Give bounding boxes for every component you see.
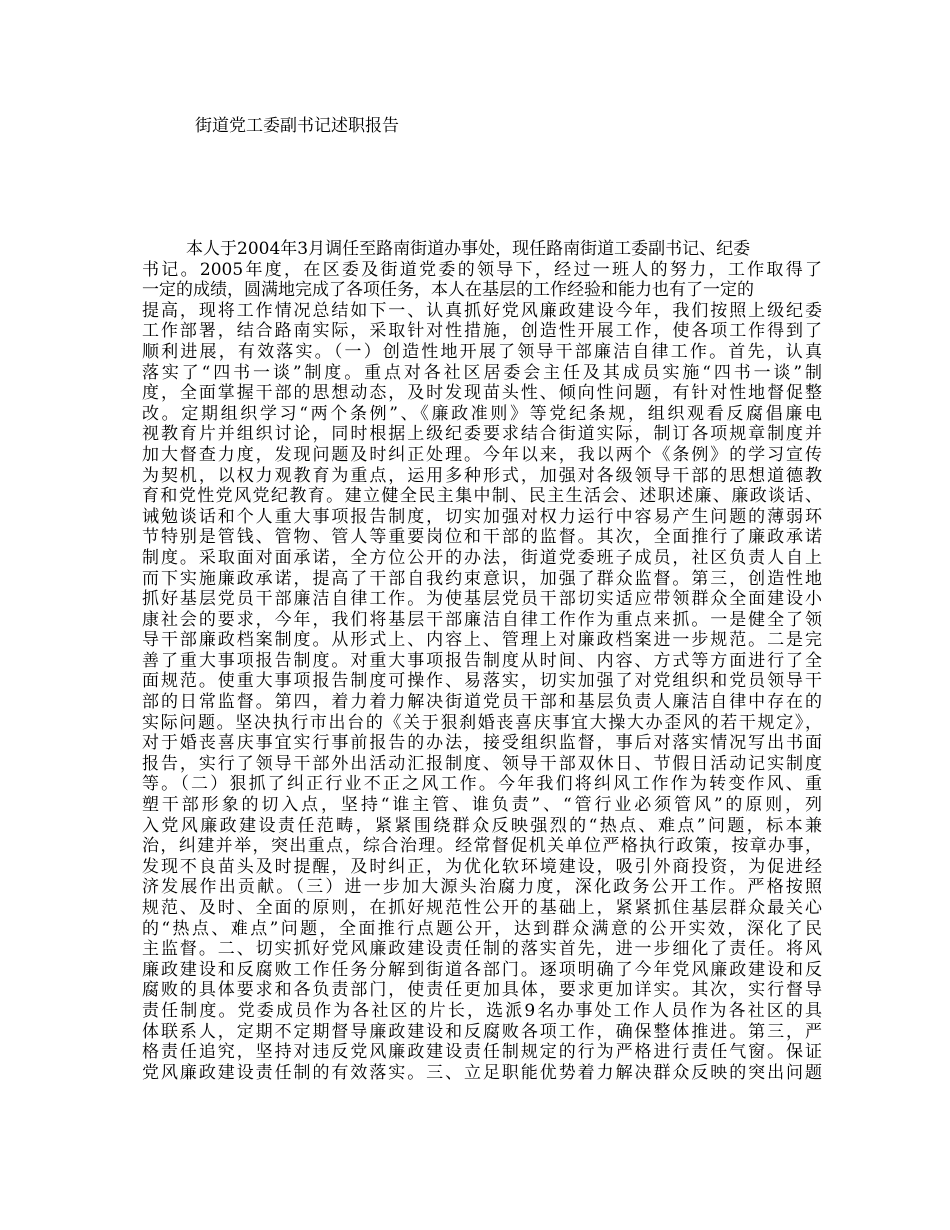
body-text-line: 党风廉政建设责任制的有效落实。三、立足职能优势着力解决群众反映的突出问题 xyxy=(142,1062,822,1083)
body-text-line: 腐败的具体要求和各负责部门，使责任更加具体，要求更加详实。其次，实行督导 xyxy=(142,980,822,1001)
body-text-line: 实际问题。坚决执行市出台的《关于狠刹婚丧喜庆事宜大操大办歪风的若干规定》， xyxy=(142,712,822,733)
body-text-line: 而下实施廉政承诺，提高了干部自我约束意识，加强了群众监督。第三，创造性地 xyxy=(142,568,822,589)
body-text-line: 顺利进展，有效落实。（一）创造性地开展了领导干部廉洁自律工作。首先，认真 xyxy=(142,341,822,362)
body-text-line: 落实了“四书一谈”制度。重点对各社区居委会主任及其成员实施“四书一谈”制 xyxy=(142,362,822,383)
body-text-line: 视教育片并组织讨论，同时根据上级纪委要求结合街道实际，制订各项规章制度并 xyxy=(142,424,822,445)
body-text-line: 善了重大事项报告制度。对重大事项报告制度从时间、内容、方式等方面进行了全 xyxy=(142,650,822,671)
body-text-line: 本人于2004年3月调任至路南街道办事处，现任路南街道工委副书记、纪委 xyxy=(186,239,751,259)
document-title: 街道党工委副书记述职报告 xyxy=(195,116,399,136)
body-text-line: 提高，现将工作情况总结如下一、认真抓好党风廉政建设今年，我们按照上级纪委 xyxy=(142,300,822,321)
body-text-line: 节特别是管钱、管物、管人等重要岗位和干部的监督。其次，全面推行了廉政承诺 xyxy=(142,527,822,548)
body-text-line: 发现不良苗头及时提醒，及时纠正，为优化软环境建设，吸引外商投资，为促进经 xyxy=(142,856,822,877)
body-text-line: 等。（二）狠抓了纠正行业不正之风工作。今年我们将纠风工作作为转变作风、重 xyxy=(142,774,822,795)
body-text-line: 体联系人，定期不定期督导廉政建设和反腐败各项工作，确保整体推进。第三，严 xyxy=(142,1021,822,1042)
body-text-line: 入党风廉政建设责任范畴，紧紧围绕群众反映强烈的“热点、难点”问题，标本兼 xyxy=(142,815,822,836)
body-text-line: 加大督查力度，发现问题及时纠正处理。今年以来，我以两个《条例》的学习宣传 xyxy=(142,444,822,465)
body-text-line: 康社会的要求，今年，我们将基层干部廉洁自律工作作为重点来抓。一是健全了领 xyxy=(142,609,822,630)
body-text-line: 责任制度。党委成员作为各社区的片长，选派9名办事处工作人员作为各社区的具 xyxy=(142,1000,822,1021)
document-body xyxy=(142,239,822,1083)
body-text-line: 济发展作出贡献。（三）进一步加大源头治腐力度，深化政务公开工作。严格按照 xyxy=(142,877,822,898)
body-text-line: 改。定期组织学习“两个条例”、《廉政准则》等党纪条规，组织观看反腐倡廉电 xyxy=(142,403,822,424)
body-text-line: 育和党性党风党纪教育。建立健全民主集中制、民主生活会、述职述廉、廉政谈话、 xyxy=(142,486,822,507)
body-text-line: 面规范。使重大事项报告制度可操作、易落实，切实加强了对党组织和党员领导干 xyxy=(142,671,822,692)
body-text-line: 为契机，以权力观教育为重点，运用多种形式，加强对各级领导干部的思想道德教 xyxy=(142,465,822,486)
body-text-line: 塑干部形象的切入点，坚持“谁主管、谁负责”、“管行业必须管风”的原则，列 xyxy=(142,795,822,816)
body-text-line: 书记。2005年度，在区委及街道党委的领导下，经过一班人的努力，工作取得了 xyxy=(142,259,822,280)
body-text-line: 廉政建设和反腐败工作任务分解到街道各部门。逐项明确了今年党风廉政建设和反 xyxy=(142,959,822,980)
body-text-line: 工作部署，结合路南实际，采取针对性措施，创造性开展工作，使各项工作得到了 xyxy=(142,321,822,342)
body-text-line: 制度。采取面对面承诺，全方位公开的办法，街道党委班子成员，社区负责人自上 xyxy=(142,547,822,568)
body-text-line: 报告，实行了领导干部外出活动汇报制度、领导干部双休日、节假日活动记实制度 xyxy=(142,753,822,774)
body-text-line: 抓好基层党员干部廉洁自律工作。为使基层党员干部切实适应带领群众全面建设小 xyxy=(142,589,822,610)
body-text-line: 规范、及时、全面的原则，在抓好规范性公开的基础上，紧紧抓住基层群众最关心 xyxy=(142,898,822,918)
body-text-line: 诫勉谈话和个人重大事项报告制度，切实加强对权力运行中容易产生问题的薄弱环 xyxy=(142,506,822,527)
body-text-line: 主监督。二、切实抓好党风廉政建设责任制的落实首先，进一步细化了责任。将风 xyxy=(142,939,822,960)
body-text-line: 对于婚丧喜庆事宜实行事前报告的办法，接受组织监督，事后对落实情况写出书面 xyxy=(142,733,822,754)
body-text-line: 部的日常监督。第四，着力着力解决街道党员干部和基层负责人廉洁自律中存在的 xyxy=(142,692,822,713)
body-text-line: 度，全面掌握干部的思想动态，及时发现苗头性、倾向性问题，有针对性地督促整 xyxy=(142,383,822,404)
body-text-line: 格责任追究，坚持对违反党风廉政建设责任制规定的行为严格进行责任气窗。保证 xyxy=(142,1042,822,1063)
body-text-line: 治，纠建并举，突出重点，综合治理。经常督促机关单位严格执行政策，按章办事， xyxy=(142,836,822,857)
body-text-line: 导干部廉政档案制度。从形式上、内容上、管理上对廉政档案进一步规范。二是完 xyxy=(142,630,822,651)
body-text-line: 的“热点、难点”问题，全面推行点题公开，达到群众满意的公开实效，深化了民 xyxy=(142,918,822,939)
body-text-line: 一定的成绩，圆满地完成了各项任务，本人在基层的工作经验和能力也有了一定的 xyxy=(142,280,754,301)
